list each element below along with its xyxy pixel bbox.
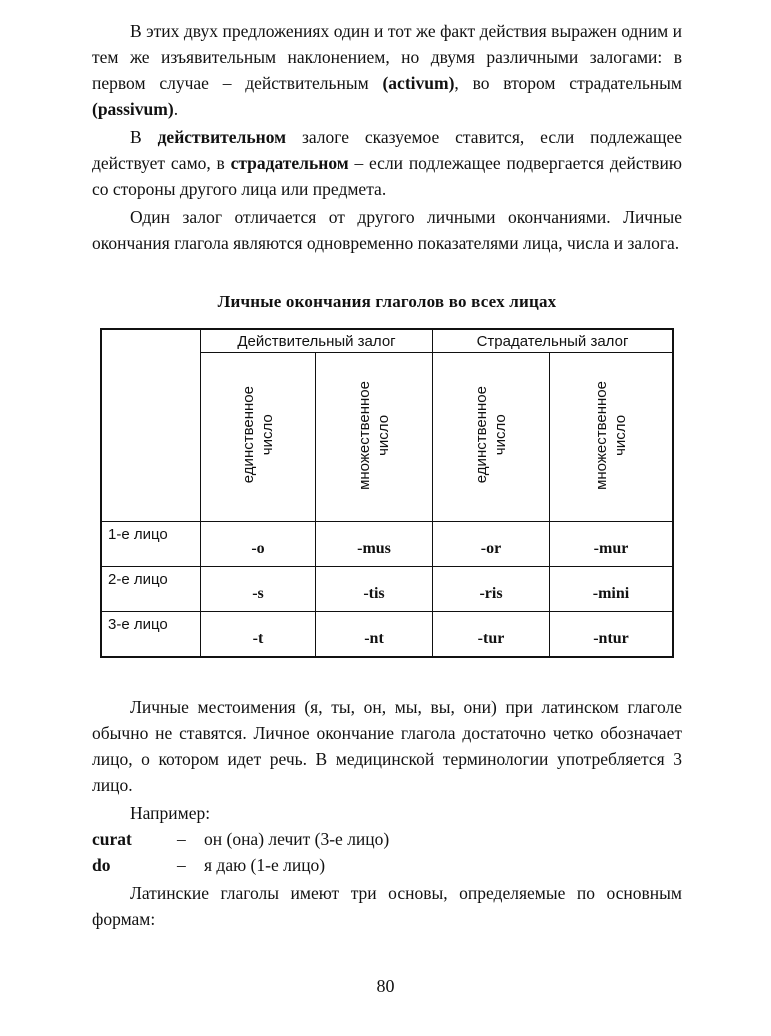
- example-row-do: [92, 852, 682, 878]
- example-dash: –: [177, 855, 186, 875]
- paragraph-active-passive: В действительном залоге сказуемое ставится, если подлежащее действует само, в страдательном – если подлежащее подвергается действию со стороны другого лица или предмета.: [92, 127, 682, 199]
- paragraph-pronouns: Личные местоимения (я, ты, он, мы, вы, они) при латинском глаголе обычно не ставятся. Личное окончание глагола достаточно четко обозначает лицо, о котором идет речь. В медицинской терминологии употребляется 3 лицо.: [92, 697, 682, 795]
- header-passive-plural: множественное число: [550, 353, 674, 522]
- header-passive-voice: Страдательный залог: [433, 329, 674, 353]
- term-activum: (activum): [382, 73, 455, 93]
- ending-cell: -mus: [316, 522, 433, 567]
- paragraph-voices: В этих двух предложениях один и тот же факт действия выражен одним и тем же изъявительным наклонением, но двумя различными залогами: в первом случае – действительным (activum), во втором страдательным (passivum).: [92, 21, 682, 119]
- corner-cell: [101, 329, 201, 522]
- ending-cell: -mur: [550, 522, 674, 567]
- ending-cell: -s: [201, 567, 316, 612]
- example-meaning: я даю (1-е лицо): [204, 855, 326, 875]
- header-passive-singular: единственное число: [433, 353, 550, 522]
- example-intro: Например:: [130, 803, 211, 823]
- ending-cell: -nt: [316, 612, 433, 658]
- header-active-voice: Действительный залог: [201, 329, 433, 353]
- paragraph-endings: Один залог отличается от другого личными окончаниями. Личные окончания глагола являются одновременно показателями лица, числа и залога.: [92, 207, 682, 253]
- ending-cell: -ris: [433, 567, 550, 612]
- example-meaning: он (она) лечит (3-е лицо): [204, 829, 390, 849]
- ending-cell: -ntur: [550, 612, 674, 658]
- ending-cell: -tis: [316, 567, 433, 612]
- ending-cell: -or: [433, 522, 550, 567]
- table-title: Личные окончания глаголов во всех лицах: [217, 292, 557, 311]
- page-number: 80: [376, 976, 395, 996]
- example-row-curat: [92, 826, 682, 852]
- row-label-2nd: 2-е лицо: [101, 567, 201, 612]
- example-word: curat: [92, 829, 132, 849]
- endings-table: [100, 328, 674, 658]
- ending-cell: -o: [201, 522, 316, 567]
- header-active-singular: единственное число: [201, 353, 316, 522]
- example-word: do: [92, 855, 111, 875]
- table-row: [101, 522, 673, 567]
- row-label-3rd: 3-е лицо: [101, 612, 201, 658]
- table-row: [101, 567, 673, 612]
- example-dash: –: [177, 829, 186, 849]
- ending-cell: -tur: [433, 612, 550, 658]
- ending-cell: -mini: [550, 567, 674, 612]
- page-content: [92, 18, 682, 932]
- paragraph-stems: Латинские глаголы имеют три основы, определяемые по основным формам:: [92, 883, 682, 929]
- term-passivum: (passivum): [92, 99, 174, 119]
- term-active: действительном: [157, 127, 287, 147]
- header-active-plural: множественное число: [316, 353, 433, 522]
- ending-cell: -t: [201, 612, 316, 658]
- term-passive: страдательном: [230, 153, 349, 173]
- row-label-1st: 1-е лицо: [101, 522, 201, 567]
- table-row: [101, 612, 673, 658]
